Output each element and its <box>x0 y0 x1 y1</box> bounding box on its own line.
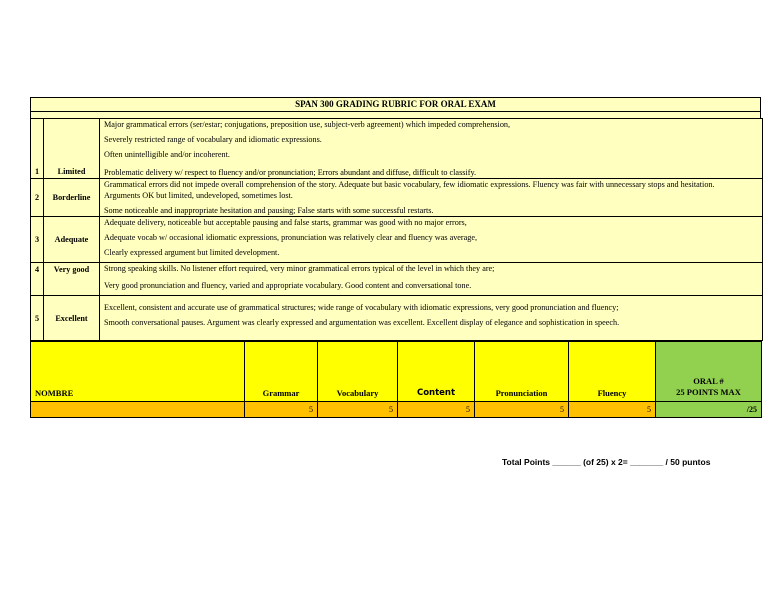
fluency-score[interactable]: 5 <box>569 402 656 418</box>
level-description <box>100 263 763 296</box>
fluency-header: Fluency <box>569 342 656 402</box>
level-description <box>100 179 763 217</box>
rubric-row-borderline <box>31 179 763 217</box>
level-number: 1 <box>31 119 44 179</box>
level-name: Limited <box>44 119 100 179</box>
rubric-row-excellent <box>31 296 763 341</box>
level-name: Excellent <box>44 296 100 341</box>
pronunciation-score[interactable]: 5 <box>475 402 569 418</box>
rubric-table <box>30 118 763 341</box>
rubric-row-very-good <box>31 263 763 296</box>
level-description <box>100 217 763 263</box>
description-line: Major grammatical errors (ser/estar; conjugations, preposition use, subject-verb agreement) which impeded comprehension, <box>104 120 511 129</box>
vocabulary-score[interactable]: 5 <box>318 402 398 418</box>
description-line: Problematic delivery w/ respect to fluency and/or pronunciation; Errors abundant and diffuse, difficult to classify. <box>104 168 477 177</box>
level-number: 2 <box>31 179 44 217</box>
content-label: Content <box>416 388 456 398</box>
description-line: Smooth conversational pauses. Argument was clearly expressed and argumentation was excellent. Excellent display of elegance and sophistication in speech. <box>104 318 620 327</box>
rubric-title: SPAN 300 GRADING RUBRIC FOR ORAL EXAM <box>30 97 761 111</box>
description-line: Severely restricted range of vocabulary and idiomatic expressions. <box>104 135 322 144</box>
grammar-score[interactable]: 5 <box>245 402 318 418</box>
score-values-row <box>31 402 762 418</box>
oral-header <box>656 342 762 402</box>
level-name: Very good <box>44 263 100 296</box>
level-description <box>100 296 763 341</box>
description-line: Grammatical errors did not impede overall comprehension of the story. Adequate but basic vocabulary, few idiomatic expressions. Fluency was fair with unnecessary stops and hesitation. <box>104 180 715 189</box>
level-number: 3 <box>31 217 44 263</box>
description-line: Some noticeable and inappropriate hesitation and pausing; False starts with some successful restarts. <box>104 206 434 215</box>
title-spacer <box>30 111 761 118</box>
content-header <box>398 342 475 402</box>
total-points-line: Total Points ______ (of 25) x 2= _______ / 50 puntos <box>502 457 711 467</box>
oral-score[interactable]: /25 <box>656 402 762 418</box>
score-table <box>30 341 762 418</box>
vocabulary-header: Vocabulary <box>318 342 398 402</box>
pronunciation-header: Pronunciation <box>475 342 569 402</box>
oral-label: ORAL # <box>693 376 724 386</box>
description-line: Adequate delivery, noticeable but acceptable pausing and false starts, grammar was good with no major errors, <box>104 218 467 227</box>
rubric-row-adequate <box>31 217 763 263</box>
description-line: Clearly expressed argument but limited development. <box>104 248 280 257</box>
description-line: Arguments OK but limited, undeveloped, sometimes lost. <box>104 191 293 200</box>
score-header-row <box>31 342 762 402</box>
content-score[interactable]: 5 <box>398 402 475 418</box>
rubric-row-limited <box>31 119 763 179</box>
rubric-sheet <box>30 97 761 418</box>
description-line: Often unintelligible and/or incoherent. <box>104 150 230 159</box>
level-number: 4 <box>31 263 44 296</box>
description-line: Excellent, consistent and accurate use of grammatical structures; wide range of vocabulary with idiomatic expressions, very good pronunciation and fluency; <box>104 303 619 312</box>
description-line: Very good pronunciation and fluency, varied and appropriate vocabulary. Good content and conversational tone. <box>104 281 472 290</box>
level-name: Borderline <box>44 179 100 217</box>
nombre-field[interactable] <box>31 402 245 418</box>
nombre-label: NOMBRE <box>31 342 245 402</box>
level-description <box>100 119 763 179</box>
description-line: Adequate vocab w/ occasional idiomatic expressions, pronunciation was relatively clear and fluency was average, <box>104 233 478 242</box>
grammar-header: Grammar <box>245 342 318 402</box>
level-number: 5 <box>31 296 44 341</box>
oral-max-label: 25 POINTS MAX <box>676 387 741 397</box>
level-name: Adequate <box>44 217 100 263</box>
description-line: Strong speaking skills. No listener effort required, very minor grammatical errors typical of the level in which they are; <box>104 264 495 273</box>
